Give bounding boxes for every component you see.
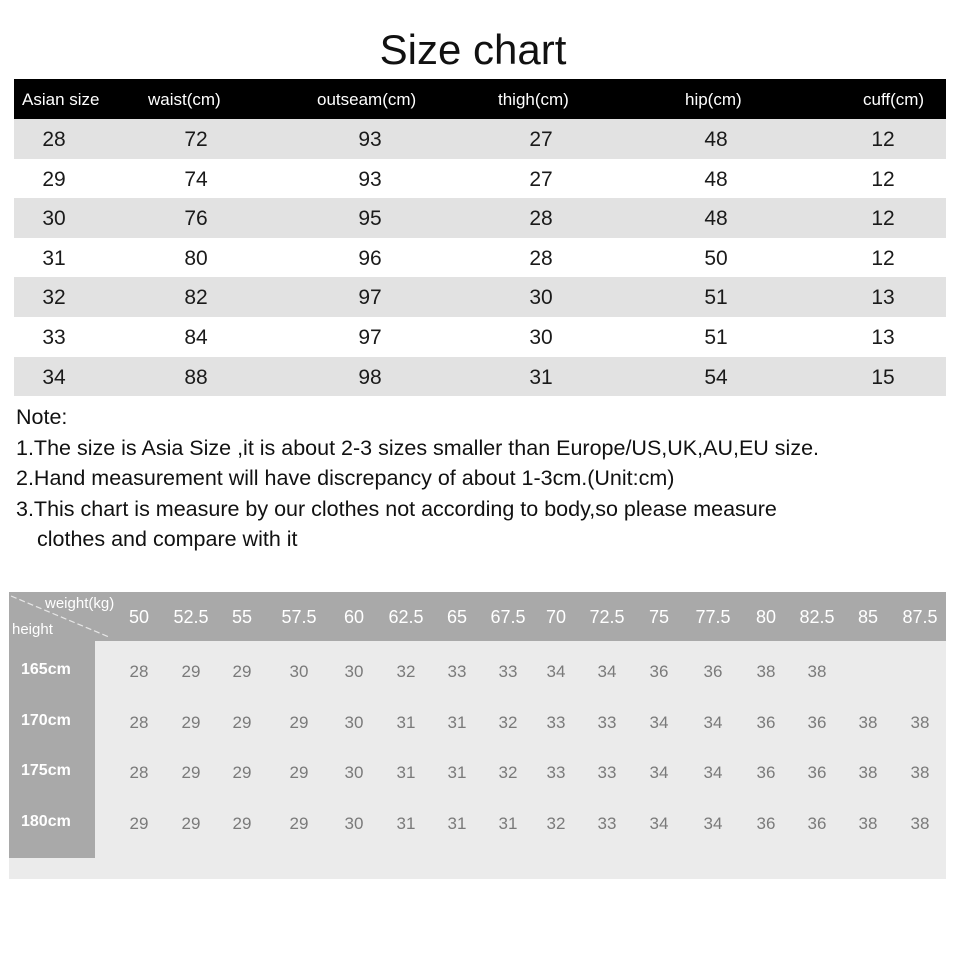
note-line-3: 3.This chart is measure by our clothes not according to body,so please measure: [16, 496, 777, 521]
cell-cuff: 13: [871, 325, 895, 349]
cell-outseam: 98: [358, 365, 382, 389]
cell-cuff: 12: [871, 167, 895, 191]
weight-column-header: 60: [343, 607, 365, 627]
size-cell: 34: [649, 763, 669, 782]
size-cell: 34: [649, 713, 669, 732]
weight-column-header: 75: [648, 607, 670, 627]
height-row-label: 180cm: [21, 813, 71, 830]
notes: [16, 402, 956, 555]
page-title: Size chart: [379, 26, 567, 73]
cell-waist: 74: [184, 167, 208, 191]
weight-height-table: [9, 592, 946, 879]
cell-hip: 51: [704, 286, 728, 310]
weight-column-header: 50: [128, 607, 150, 627]
cell-waist: 76: [184, 207, 208, 231]
weight-column-header: 57.5: [281, 607, 317, 627]
size-cell: 33: [498, 662, 518, 681]
size-cell: 38: [910, 814, 930, 833]
size-cell: 28: [129, 662, 149, 681]
size-cell: 36: [756, 814, 776, 833]
weight-column-header: 85: [857, 607, 879, 627]
size-cell: 32: [396, 662, 416, 681]
note-line-2: 2.Hand measurement will have discrepancy of about 1-3cm.(Unit:cm): [16, 466, 675, 490]
size-cell: 31: [447, 814, 467, 833]
cell-asian-size: 30: [42, 207, 66, 231]
weight-axis-label: weight(kg): [45, 595, 115, 612]
cell-cuff: 12: [871, 246, 895, 270]
cell-thigh: 28: [529, 207, 553, 231]
size-cell: 28: [129, 713, 149, 732]
size-cell: 36: [756, 763, 776, 782]
weight-column-header: 82.5: [799, 607, 835, 627]
cell-outseam: 97: [358, 325, 382, 349]
cell-cuff: 15: [871, 365, 895, 389]
cell-waist: 72: [184, 128, 208, 151]
cell-asian-size: 34: [42, 365, 66, 389]
weight-column-header: 52.5: [173, 607, 209, 627]
size-table-header: [14, 79, 946, 119]
cell-outseam: 96: [358, 246, 382, 270]
weight-column-header: 80: [755, 607, 777, 627]
table-corner-cell: [9, 592, 119, 641]
size-cell: 29: [181, 814, 201, 833]
weight-column-header: 55: [231, 607, 253, 627]
size-cell: 29: [232, 763, 252, 782]
cell-outseam: 93: [358, 128, 382, 151]
cell-hip: 48: [704, 128, 728, 151]
size-row: [14, 159, 946, 199]
size-cell: 31: [396, 763, 416, 782]
cell-waist: 80: [184, 246, 208, 270]
weight-column-header: 62.5: [388, 607, 424, 627]
cell-thigh: 28: [529, 246, 553, 270]
note-line-3-continued: clothes and compare with it: [37, 527, 298, 551]
height-row-label: 165cm: [21, 661, 71, 678]
size-cell: 30: [344, 814, 364, 833]
size-cell: 30: [289, 662, 309, 681]
cell-hip: 54: [704, 365, 728, 389]
size-cell: 33: [597, 814, 617, 833]
size-cell: 29: [289, 763, 309, 782]
size-cell: 30: [344, 713, 364, 732]
size-table: [14, 79, 946, 396]
size-cell: 38: [858, 814, 878, 833]
note-line-1: 1.The size is Asia Size ,it is about 2-3 sizes smaller than Europe/US,UK,AU,EU size.: [16, 435, 819, 460]
cell-thigh: 30: [529, 286, 553, 310]
size-cell: 29: [232, 814, 252, 833]
cell-hip: 48: [704, 167, 728, 191]
weight-column-header: 70: [545, 607, 567, 627]
header-thigh: thigh(cm): [498, 90, 569, 109]
size-row: [14, 119, 946, 159]
size-cell: 34: [597, 662, 617, 681]
cell-waist: 88: [184, 365, 208, 389]
size-cell: 29: [289, 713, 309, 732]
cell-cuff: 13: [871, 286, 895, 310]
size-cell: 32: [546, 814, 566, 833]
height-axis-label: height: [12, 621, 53, 638]
cell-thigh: 27: [529, 167, 553, 191]
size-cell: 34: [703, 713, 723, 732]
cell-hip: 51: [704, 325, 728, 349]
size-cell: 34: [546, 662, 566, 681]
size-row: [14, 198, 946, 238]
size-cell: 36: [703, 662, 723, 681]
cell-outseam: 95: [358, 207, 382, 231]
size-cell: 33: [447, 662, 467, 681]
size-row: [14, 238, 946, 278]
size-cell: 36: [756, 713, 776, 732]
size-row: [14, 317, 946, 357]
cell-thigh: 30: [529, 325, 553, 349]
size-cell: 38: [910, 763, 930, 782]
size-cell: 29: [289, 814, 309, 833]
size-cell: 38: [858, 763, 878, 782]
size-cell: 33: [546, 713, 566, 732]
cell-outseam: 93: [358, 167, 382, 191]
cell-asian-size: 28: [42, 128, 66, 151]
size-cell: 36: [807, 814, 827, 833]
size-cell: 34: [703, 763, 723, 782]
size-cell: 36: [807, 713, 827, 732]
cell-asian-size: 33: [42, 325, 66, 349]
size-cell: 38: [858, 713, 878, 732]
cell-asian-size: 31: [42, 246, 66, 270]
size-cell: 38: [910, 713, 930, 732]
header-outseam: outseam(cm): [317, 90, 417, 109]
weight-column-header: 65: [446, 607, 468, 627]
size-cell: 34: [649, 814, 669, 833]
cell-hip: 50: [704, 246, 728, 270]
cell-thigh: 27: [529, 128, 553, 151]
size-cell: 34: [703, 814, 723, 833]
weight-column-header: 87.5: [902, 607, 938, 627]
weight-header-row: [9, 592, 946, 641]
notes-heading: Note:: [16, 405, 68, 429]
height-row-label: 175cm: [21, 762, 71, 779]
cell-cuff: 12: [871, 128, 895, 151]
cell-waist: 82: [184, 286, 208, 310]
header-cuff: cuff(cm): [863, 90, 925, 109]
size-row: [14, 357, 946, 397]
size-cell: 31: [447, 713, 467, 732]
weight-column-header: 77.5: [695, 607, 731, 627]
size-cell: 30: [344, 763, 364, 782]
cell-waist: 84: [184, 325, 208, 349]
size-cell: 30: [344, 662, 364, 681]
size-cell: 29: [232, 713, 252, 732]
cell-asian-size: 32: [42, 286, 66, 310]
size-cell: 33: [546, 763, 566, 782]
size-cell: 38: [756, 662, 776, 681]
size-cell: 31: [396, 713, 416, 732]
weight-column-header: 72.5: [589, 607, 625, 627]
size-cell: 29: [232, 662, 252, 681]
height-row-label: 170cm: [21, 712, 71, 729]
header-waist: waist(cm): [148, 90, 221, 109]
cell-hip: 48: [704, 207, 728, 231]
size-cell: 36: [807, 763, 827, 782]
cell-asian-size: 29: [42, 167, 66, 191]
size-cell: 33: [597, 763, 617, 782]
size-cell: 33: [597, 713, 617, 732]
size-cell: 29: [129, 814, 149, 833]
header-hip: hip(cm): [685, 90, 742, 109]
weight-column-header: 67.5: [490, 607, 526, 627]
size-row: [14, 277, 946, 317]
size-cell: 29: [181, 763, 201, 782]
size-cell: 29: [181, 662, 201, 681]
size-cell: 38: [807, 662, 827, 681]
cell-thigh: 31: [529, 365, 553, 389]
size-cell: 29: [181, 713, 201, 732]
size-cell: 31: [447, 763, 467, 782]
cell-cuff: 12: [871, 207, 895, 231]
size-cell: 31: [498, 814, 518, 833]
size-cell: 28: [129, 763, 149, 782]
size-table-body: [14, 119, 946, 396]
cell-outseam: 97: [358, 286, 382, 310]
header-asian-size: Asian size: [22, 90, 100, 109]
size-cell: 31: [396, 814, 416, 833]
size-cell: 36: [649, 662, 669, 681]
size-cell: 32: [498, 763, 518, 782]
size-cell: 32: [498, 713, 518, 732]
